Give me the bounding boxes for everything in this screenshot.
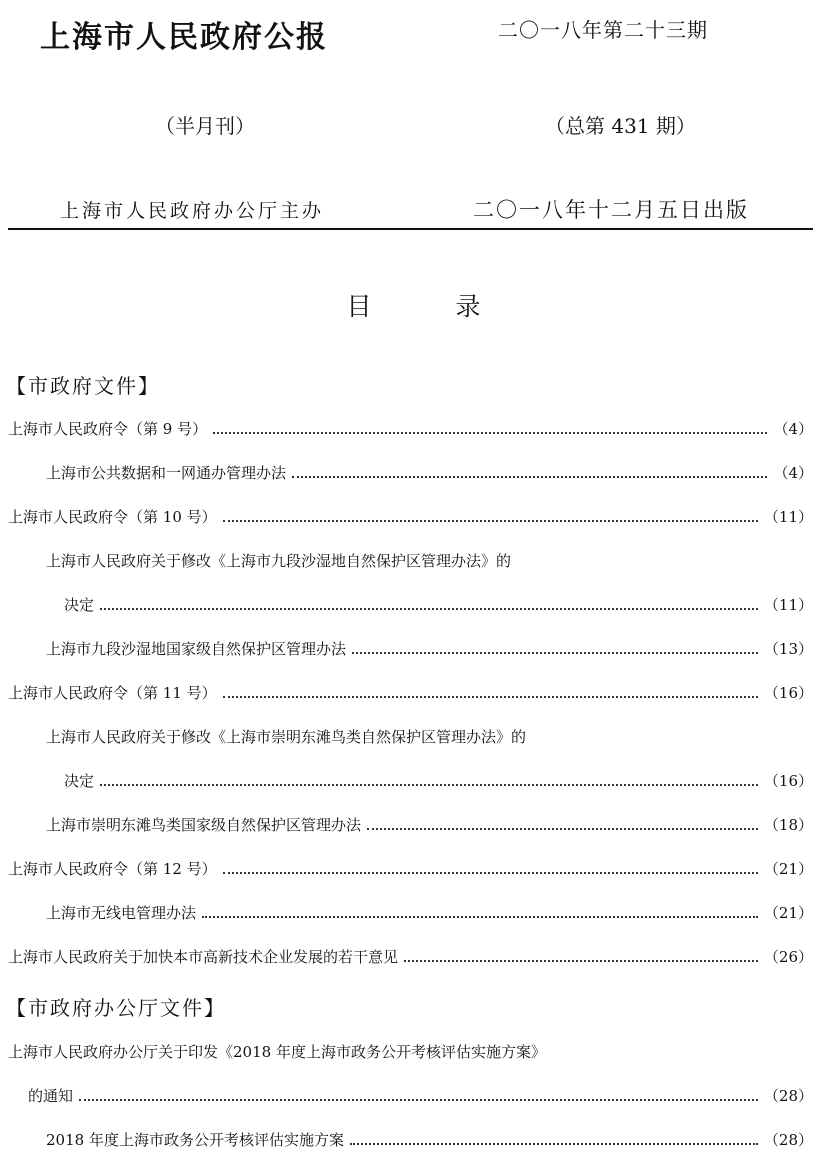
toc-entry-title-line[interactable]: 上海市人民政府关于修改《上海市九段沙湿地自然保护区管理办法》的 bbox=[46, 552, 512, 570]
toc-entry-page: （16） bbox=[763, 772, 813, 790]
issue-number: 二〇一八年第二十三期 bbox=[498, 18, 708, 42]
toc-heading-right: 录 bbox=[455, 292, 481, 321]
toc-entry-title: 决定 bbox=[64, 596, 95, 614]
frequency-label: （半月刊） bbox=[155, 114, 255, 138]
section-header-government-documents: 【市政府文件】 bbox=[6, 374, 160, 398]
leader-dots bbox=[79, 1099, 758, 1101]
toc-entry-page: （28） bbox=[763, 1087, 813, 1105]
leader-dots bbox=[223, 872, 758, 874]
toc-entry-page: （21） bbox=[763, 860, 813, 878]
toc-entry-page: （18） bbox=[763, 816, 813, 834]
toc-entry-page: （4） bbox=[773, 464, 813, 482]
leader-dots bbox=[100, 608, 758, 610]
toc-entry[interactable] bbox=[8, 682, 813, 704]
toc-entry[interactable] bbox=[46, 902, 813, 924]
toc-entry-title-line[interactable]: 上海市人民政府办公厅关于印发《2018 年度上海市政务公开考核评估实施方案》 bbox=[8, 1043, 546, 1061]
toc-entry[interactable] bbox=[8, 506, 813, 528]
gazette-title: 上海市人民政府公报 bbox=[40, 20, 328, 55]
toc-entry-title: 的通知 bbox=[28, 1087, 74, 1105]
toc-entry-page: （13） bbox=[763, 640, 813, 658]
leader-dots bbox=[367, 828, 758, 830]
toc-entry-title: 上海市无线电管理办法 bbox=[46, 904, 197, 922]
organizer: 上海市人民政府办公厅主办 bbox=[60, 200, 325, 222]
leader-dots bbox=[202, 916, 758, 918]
leader-dots bbox=[292, 476, 767, 478]
leader-dots bbox=[352, 652, 758, 654]
toc-entry[interactable] bbox=[46, 1129, 813, 1151]
toc-entry-page: （4） bbox=[773, 420, 813, 438]
toc-entry-page: （11） bbox=[763, 508, 813, 526]
toc-entry-title: 上海市公共数据和一网通办管理办法 bbox=[46, 464, 287, 482]
masthead-divider bbox=[8, 228, 813, 230]
toc-entry-title: 上海市崇明东滩鸟类国家级自然保护区管理办法 bbox=[46, 816, 362, 834]
toc-heading-left: 目 bbox=[346, 292, 372, 321]
toc-entry-title: 上海市人民政府令（第 9 号） bbox=[8, 420, 208, 438]
toc-heading bbox=[0, 287, 827, 323]
toc-entry[interactable] bbox=[46, 462, 813, 484]
toc-entry-title: 上海市九段沙湿地国家级自然保护区管理办法 bbox=[46, 640, 347, 658]
leader-dots bbox=[404, 960, 758, 962]
leader-dots bbox=[223, 520, 758, 522]
toc-entry[interactable] bbox=[64, 594, 813, 616]
toc-entry-title: 上海市人民政府关于加快本市高新技术企业发展的若干意见 bbox=[8, 948, 399, 966]
publish-date: 二〇一八年十二月五日出版 bbox=[473, 198, 749, 222]
toc-entry-page: （16） bbox=[763, 684, 813, 702]
total-issue-label: （总第 431 期） bbox=[545, 114, 696, 138]
toc-entry-title: 上海市人民政府令（第 12 号） bbox=[8, 860, 217, 878]
toc-entry-page: （21） bbox=[763, 904, 813, 922]
toc-entry[interactable] bbox=[8, 946, 813, 968]
toc-entry[interactable] bbox=[8, 418, 813, 440]
toc-entry-title: 上海市人民政府令（第 10 号） bbox=[8, 508, 217, 526]
toc-entry-title: 决定 bbox=[64, 772, 95, 790]
toc-entry[interactable] bbox=[64, 770, 813, 792]
toc-entry-title: 2018 年度上海市政务公开考核评估实施方案 bbox=[46, 1131, 344, 1149]
section-header-general-office-documents: 【市政府办公厅文件】 bbox=[6, 996, 226, 1020]
leader-dots bbox=[213, 432, 767, 434]
toc-entry[interactable] bbox=[28, 1085, 813, 1107]
toc-entry[interactable] bbox=[8, 858, 813, 880]
toc-entry[interactable] bbox=[46, 814, 813, 836]
leader-dots bbox=[100, 784, 758, 786]
toc-entry-page: （11） bbox=[763, 596, 813, 614]
leader-dots bbox=[223, 696, 758, 698]
toc-entry-page: （26） bbox=[763, 948, 813, 966]
toc-entry-title: 上海市人民政府令（第 11 号） bbox=[8, 684, 217, 702]
toc-entry[interactable] bbox=[46, 638, 813, 660]
toc-entry-page: （28） bbox=[763, 1131, 813, 1149]
leader-dots bbox=[350, 1143, 758, 1145]
toc-entry-title-line[interactable]: 上海市人民政府关于修改《上海市崇明东滩鸟类自然保护区管理办法》的 bbox=[46, 728, 527, 746]
